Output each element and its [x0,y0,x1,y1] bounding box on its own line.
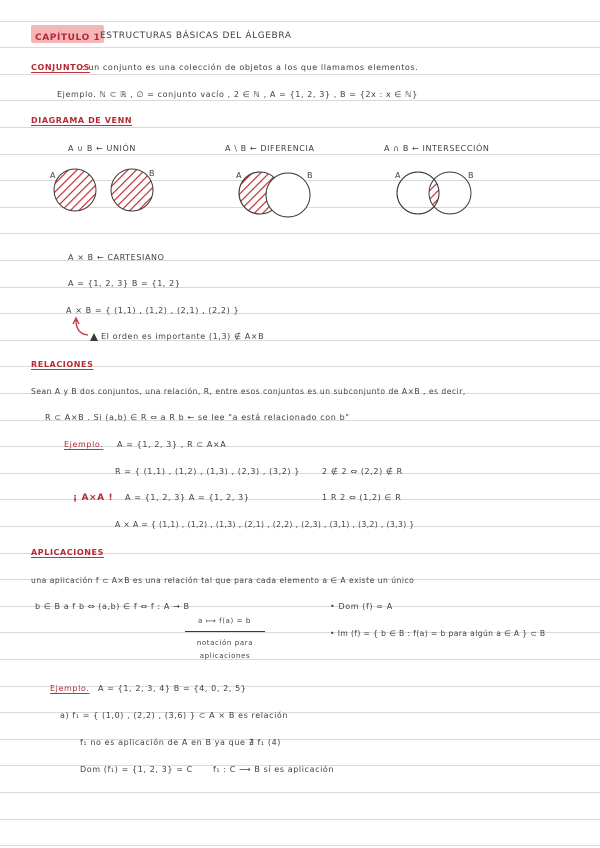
example-a-line: a) f₁ = { (1,0) , (2,2) , (3,6) } ⊂ A × B es relación [60,711,289,720]
example-a-domain: Dom (f₁) = {1, 2, 3} = C [80,765,193,774]
relaciones-example-label: Ejemplo. [64,440,104,449]
relation-note-2: 1 R 2 ⇔ (1,2) ∈ R [322,493,402,502]
conjuntos-heading: CONJUNTOS [31,63,90,72]
relation-r-definition: R = { (1,1) , (1,2) , (1,3) , (2,3) , (3,2) } [115,467,300,476]
aplicaciones-example-label: Ejemplo. [50,684,90,693]
venn-diagrams [0,0,600,230]
venn-heading: DIAGRAMA DE VENN [31,116,133,125]
venn-union-label-b: B [149,169,156,178]
venn-intersection-label: A ∩ B ← INTERSECCIÓN [384,144,490,153]
venn-union-label: A ∪ B ← UNIÓN [68,144,136,153]
chapter-tag-label: CAPÍTULO 1 [35,33,101,43]
relaciones-heading: RELACIONES [31,360,94,369]
rule-line [0,792,600,793]
venn-union-diagram [54,169,156,211]
conjuntos-example: Ejemplo. ℕ ⊂ ℝ , ∅ = conjunto vacío , 2 ∈ ℕ , A = {1, 2, 3} , B = {2x : x ∈ ℕ} [57,90,418,99]
cartesian-title: A × B ← CARTESIANO [68,253,165,262]
notation-divider [185,631,265,632]
aplicaciones-example-sets: A = {1, 2, 3, 4} B = {4, 0, 2, 5} [98,684,247,693]
axa-exclaim: ¡ A×A ! [73,493,114,503]
example-a-note: f₁ no es aplicación de A en B ya que ∄ f₁ (4) [80,738,281,747]
venn-inter-label-b: B [468,171,475,180]
cartesian-sets: A = {1, 2, 3} B = {1, 2} [68,279,181,288]
rule-line [0,473,600,474]
rule-line [0,686,600,687]
rule-line [0,233,600,234]
relaciones-definition-1: Sean A y B dos conjuntos, una relación, R, entre esos conjuntos es un subconjunto de A×B , es decir, [31,387,466,396]
rule-line [0,659,600,660]
relaciones-example-set: A = {1, 2, 3} , R ⊂ A×A [117,440,227,449]
aplicaciones-definition-1: una aplicación f ⊂ A×B es una relación tal que para cada elemento a ∈ A existe un único [31,576,415,585]
example-a-restriction: f₁ : C ⟶ B sí es aplicación [213,765,335,774]
cartesian-note: El orden es importante (1,3) ∉ A×B [101,332,265,341]
chapter-title: ESTRUCTURAS BÁSICAS DEL ÁLGEBRA [100,31,292,41]
rule-line [0,819,600,820]
venn-intersection-diagram [397,172,471,214]
im-definition: • Im (f) = { b ∈ B : f(a) = b para algún a ∈ A } ⊂ B [330,629,546,638]
aplicaciones-heading: APLICACIONES [31,548,104,557]
venn-difference-label: A \ B ← DIFERENCIA [225,144,315,153]
notation-caption: notación para aplicaciones [196,639,254,660]
cartesian-product: A × B = { (1,1) , (1,2) , (2,1) , (2,2) } [66,306,240,315]
axa-sets: A = {1, 2, 3} A = {1, 2, 3} [125,493,250,502]
venn-union-label-a: A [50,171,57,180]
venn-difference-diagram [239,172,310,217]
venn-inter-label-a: A [395,171,402,180]
dom-definition: • Dom (f) = A [330,602,393,611]
axa-product: A × A = { (1,1) , (1,2) , (1,3) , (2,1) , (2,2) , (2,3) , (3,1) , (3,2) , (3,3) } [115,520,415,529]
aplicaciones-definition-2: b ∈ B a f b ⇔ (a,b) ∈ f ⇔ f : A → B [35,602,190,611]
relation-note-1: 2 ∉ 2 ⇔ (2,2) ∉ R [322,467,403,476]
warning-icon [89,332,99,342]
relaciones-definition-2: R ⊂ A×B . Si (a,b) ∈ R ⇔ a R b ← se lee "a está relacionado con b" [45,413,350,422]
venn-diff-label-a: A [236,171,243,180]
conjuntos-definition: : un conjunto es una colección de objetos a los que llamamos elementos. [82,63,419,72]
rule-line [0,845,600,846]
mapsto-notation: a ⟼ f(a) = b [198,617,251,625]
venn-diff-label-b: B [307,171,314,180]
